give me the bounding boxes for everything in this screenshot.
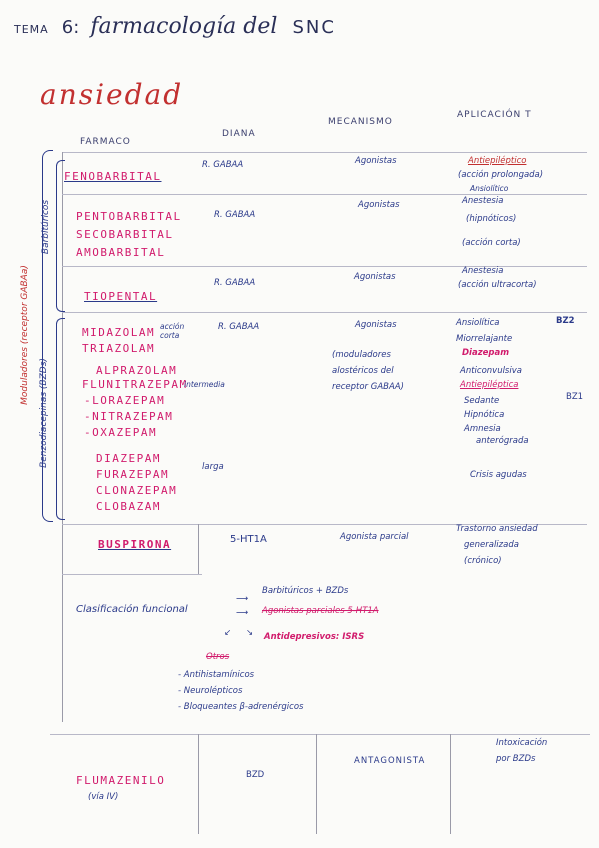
drug-diazepam: DIAZEPAM — [96, 452, 161, 465]
app-r5-2: generalizada — [464, 540, 519, 550]
diana-r4: R. GABAA — [218, 322, 260, 332]
classification-list-item: - Antihistamínicos — [178, 670, 255, 680]
app-r3-1: Anestesia — [462, 266, 504, 276]
table1-line — [62, 152, 587, 153]
arrow-icon: ↘ — [246, 628, 254, 638]
drug-clonazepam: CLONAZEPAM — [96, 484, 178, 497]
app-r2-3: (acción corta) — [462, 238, 521, 248]
table2-vline — [316, 734, 317, 834]
drug-buspirona: BUSPIRONA — [98, 538, 172, 551]
drug-fenobarbital: FENOBARBITAL — [64, 170, 162, 183]
mec-r1: Agonistas — [355, 156, 397, 166]
tema-title: farmacología del — [90, 14, 278, 39]
app-r2-1: Anestesia — [462, 196, 504, 206]
route-flumazenilo: (vía IV) — [88, 792, 119, 802]
app-r1-2: (acción prolongada) — [458, 170, 544, 180]
col-header-diana: DIANA — [222, 129, 256, 139]
bz2-label: BZ2 — [556, 316, 575, 326]
app-r1-1: Antiepiléptico — [468, 156, 527, 166]
app-r4-10: Crisis agudas — [470, 470, 527, 480]
bz1-label: BZ1 — [566, 392, 584, 402]
app-r4-8: Amnesia — [464, 424, 501, 434]
col-header-aplicacion: APLICACIÓN T — [457, 110, 532, 120]
group-label-bzd: Benzodiacepinas (BZDs) — [39, 358, 49, 468]
table1-line — [62, 194, 587, 195]
tema-label: TEMA — [14, 23, 49, 36]
drug-pentobarbital: PENTOBARBITAL — [76, 210, 182, 223]
mec-r5: Agonista parcial — [340, 532, 409, 542]
classification-list-item: - Bloqueantes β-adrenérgicos — [178, 702, 304, 712]
table1-line — [62, 312, 587, 313]
col-header-farmaco: FARMACO — [80, 137, 131, 147]
classification-list-item: - Neurolépticos — [178, 686, 243, 696]
table2-vline — [198, 734, 199, 834]
tema-title-b: SNC — [292, 17, 336, 38]
group-label-barbituricos: Barbitúricos — [41, 199, 51, 255]
table2-app1: Intoxicación — [496, 738, 548, 748]
table2-mec: ANTAGONISTA — [354, 756, 426, 766]
bracket-bzd — [56, 318, 65, 520]
drug-amobarbital: AMOBARBITAL — [76, 246, 166, 259]
drug-secobarbital: SECOBARBITAL — [76, 228, 174, 241]
app-r3-2: (acción ultracorta) — [458, 280, 537, 290]
app-r4-6: Sedante — [464, 396, 500, 406]
app-r4-5: Antiepiléptica — [460, 380, 519, 390]
page-title — [14, 14, 336, 39]
diana-r1: R. GABAA — [202, 160, 244, 170]
table1-vline — [198, 524, 199, 574]
arrow-icon: ⟶ — [236, 608, 249, 618]
classification-a4: Otros — [206, 652, 230, 662]
app-r4-2: Miorrelajante — [456, 334, 513, 344]
arrow-icon: ↙ — [224, 628, 232, 638]
app-r1-3: Ansiolítico — [470, 184, 509, 193]
tema-number: 6: — [61, 17, 80, 38]
arrow-icon: ⟶ — [236, 594, 249, 604]
drug-midazolam: MIDAZOLAM — [82, 326, 156, 339]
drug-alprazolam: ALPRAZOLAM — [96, 364, 178, 377]
note-accion-corta: acción corta — [160, 322, 185, 340]
table2-app2: por BZDs — [496, 754, 536, 764]
classification-a1: Barbitúricos + BZDs — [262, 586, 349, 596]
mec-r4-4: receptor GABAA) — [332, 382, 404, 392]
app-r2-2: (hipnóticos) — [466, 214, 517, 224]
table1-line — [62, 574, 202, 575]
mec-r4-1: Agonistas — [355, 320, 397, 330]
section-title: ansiedad — [40, 78, 184, 111]
app-r4-4: Anticonvulsiva — [460, 366, 522, 376]
app-r4-7: Hipnótica — [464, 410, 505, 420]
drug-nitrazepam: -NITRAZEPAM — [84, 410, 174, 423]
table2-diana: BZD — [246, 770, 265, 780]
classification-a2: Agonistas parciales 5-HT1A — [262, 606, 379, 616]
diana-r3: R. GABAA — [214, 278, 256, 288]
app-r4-9: anterógrada — [476, 436, 529, 446]
app-r5-3: (crónico) — [464, 556, 502, 566]
diana-r5: 5-HT1A — [230, 534, 267, 545]
classification-label: Clasificación funcional — [76, 604, 188, 615]
note-intermedia: intermedia — [184, 380, 225, 389]
mec-r4-2: (moduladores — [332, 350, 391, 360]
drug-tiopental: TIOPENTAL — [84, 290, 158, 303]
mec-r4-3: alostéricos del — [332, 366, 394, 376]
drug-flunitrazepam: FLUNITRAZEPAM — [82, 378, 188, 391]
note-larga: larga — [202, 462, 224, 472]
drug-clobazam: CLOBAZAM — [96, 500, 161, 513]
app-r4-1: Ansiolítica — [456, 318, 500, 328]
app-r4-3: Diazepam — [462, 348, 510, 358]
col-header-mecanismo: MECANISMO — [328, 117, 393, 127]
drug-triazolam: TRIAZOLAM — [82, 342, 156, 355]
diana-r2: R. GABAA — [214, 210, 256, 220]
table2-line — [50, 734, 590, 735]
mec-r3: Agonistas — [354, 272, 396, 282]
drug-furazepam: FURAZEPAM — [96, 468, 170, 481]
drug-lorazepam: -LORAZEPAM — [84, 394, 166, 407]
app-r5-1: Trastorno ansiedad — [456, 524, 538, 534]
table2-vline — [450, 734, 451, 834]
group-label-outer: Moduladores (receptor GABAa) — [20, 265, 30, 405]
classification-a3: Antidepresivos: ISRS — [264, 632, 365, 642]
table1-line — [62, 266, 587, 267]
drug-oxazepam: -OXAZEPAM — [84, 426, 158, 439]
drug-flumazenilo: FLUMAZENILO — [76, 774, 166, 787]
mec-r2: Agonistas — [358, 200, 400, 210]
